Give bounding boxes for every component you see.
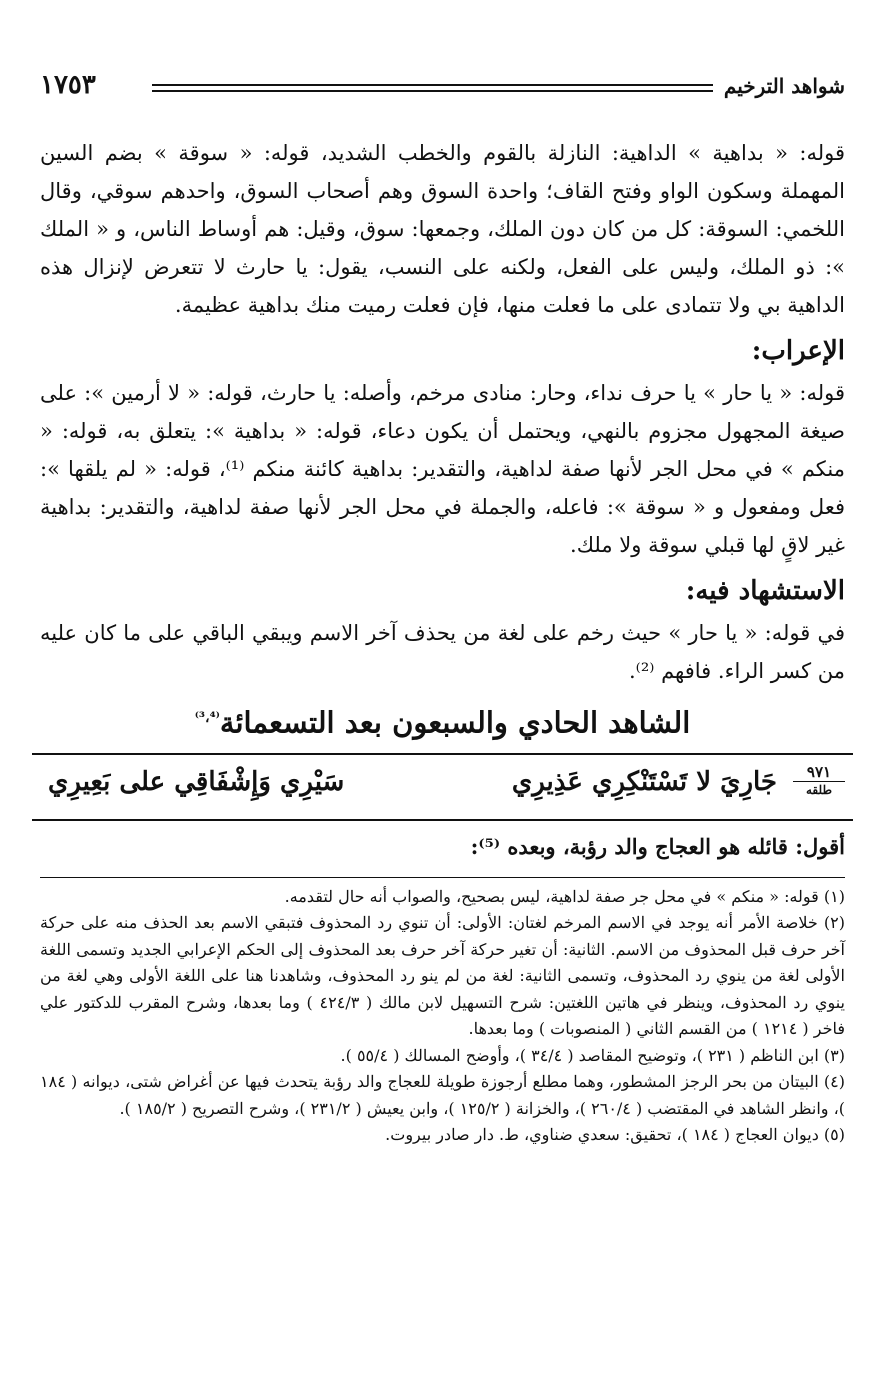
verse-number	[793, 763, 845, 798]
page-number: ١٧٥٣	[40, 70, 96, 100]
running-header	[40, 70, 845, 106]
verse-meter: طلقه	[805, 782, 833, 797]
footnote-4: (٤) البيتان من بحر الرجز المشطور، وهما مطلع أرجوزة طويلة للعجاج والد رؤبة يتحدث فيها عن أغراض شتى، ديوانه ( ١٨٤ )، وانظر الشاهد في المقتضب ( ٢٦٠/٤ )، والخزانة ( ١٢٥/٢ )، وابن يعيش ( ٢٣١/٢ )، وشرح التصريح ( ١٨٥/٢ ).	[40, 1072, 846, 1118]
chapter-title: شواهد الترخيم	[723, 74, 845, 98]
footnote-2: (٢) خلاصة الأمر أنه يوجد في الاسم المرخم لغتان: الأولى: أن تنوي رد المحذوف فتبقي الاسم بعد الحذف منه على حركة آخر حرف قبل المحذوف من الاسم. الثانية: أن تغير حركة آخر حرف بعد المحذوف إلى الحكم الإعرابي الجديد وتسمى اللغة الأولى لغة من ينوي رد المحذوف، وتسمى الثانية: لغة من لم ينو رد المحذوف، وشاهدنا هنا على اللغة الأولى وهي لغة من ينوي رد المحذوف، وينظر في هاتين اللغتين: شرح التسهيل لابن مالك ( ٤٢٤/٣ ) وما بعدها، وشرح المقرب للدكتور علي فاخر ( ١٢١٤ ) من القسم الثاني ( المنصوبات ) وما بعدها.	[40, 913, 846, 1039]
irab-paragraph: قوله: « يا حار » يا حرف نداء، وحار: منادى مرخم، وأصله: يا حارث، قوله: « لا أرمين »: على صيغة المجهول مجزوم بالنهي، ويحتمل أن يكون دعاء، قوله: « بداهية »: يتعلق به، قوله: « منكم » في محل الجر لأنها صفة لداهية، والتقدير: بداهية كائنة منكم ⁽¹⁾، قوله: « لم يلقها »: فعل ومفعول و « سوقة »: فاعله، والجملة في محل الجر لأنها صفة لداهية، والتقدير: بداهية غير لاقٍ لها قبلي سوقة ولا ملك.	[40, 381, 845, 557]
shahid-title-refs: ⁽³،⁴⁾	[194, 710, 220, 726]
istishhad-paragraph: في قوله: « يا حار » حيث رخم على لغة من يحذف آخر الاسم ويبقي الباقي على ما كان عليه من كسر الراء. فافهم ⁽²⁾.	[40, 621, 845, 683]
footnote-1: (١) قوله: « منكم » في محل جر صفة لداهية، ليس بصحيح، والصواب أنه حال لتقدمه.	[284, 886, 845, 906]
footnote-separator	[40, 877, 845, 878]
istishhad-heading: الاستشهاد فيه:	[685, 576, 845, 606]
verse-box	[32, 753, 853, 821]
verse-second-hemistich: سَيْرِي وَإِشْفَاقِي على بَعِيرِي	[48, 766, 345, 797]
shahid-title	[40, 696, 845, 745]
intro-paragraph: قوله: « بداهية » الداهية: النازلة بالقوم والخطب الشديد، قوله: « سوقة » بضم السين المهملة وسكون الواو وفتح القاف؛ واحدة السوق وهم أصحاب السوق، واحدهم سوقي، وقال اللخمي: السوقة: كل من كان دون الملك، وجمعها: سوق، وقيل: هم أوساط الناس، و « الملك »: ذو الملك، وليس على الفعل، ولكنه على النسب، يقول: يا حارث لا تتعرض لإنزال هذه الداهية بي ولا تتمادى على ما فعلت منها، فإن فعلت رميت منك بداهية عظيمة.	[40, 141, 845, 317]
irab-heading: الإعراب:	[751, 336, 845, 366]
verse-number-value: ٩٧١	[793, 763, 845, 782]
header-double-rule	[152, 84, 713, 92]
shahid-title-text: الشاهد الحادي والسبعون بعد التسعمائة	[219, 705, 691, 740]
verse-attribution: أقول: قائله هو العجاج والد رؤبة، وبعده ⁽⁵⁾:	[470, 833, 845, 859]
verse-first-hemistich: جَارِيَ لا تَسْتَنْكِرِي عَذِيرِي	[511, 766, 777, 797]
footnote-3: (٣) ابن الناظم ( ٢٣١ )، وتوضيح المقاصد ( ٣٤/٤ )، وأوضح المسالك ( ٥٥/٤ ).	[340, 1045, 845, 1065]
footnote-5: (٥) ديوان العجاج ( ١٨٤ )، تحقيق: سعدي ضناوي، ط. دار صادر بيروت.	[385, 1125, 845, 1145]
page-body	[40, 134, 845, 1149]
